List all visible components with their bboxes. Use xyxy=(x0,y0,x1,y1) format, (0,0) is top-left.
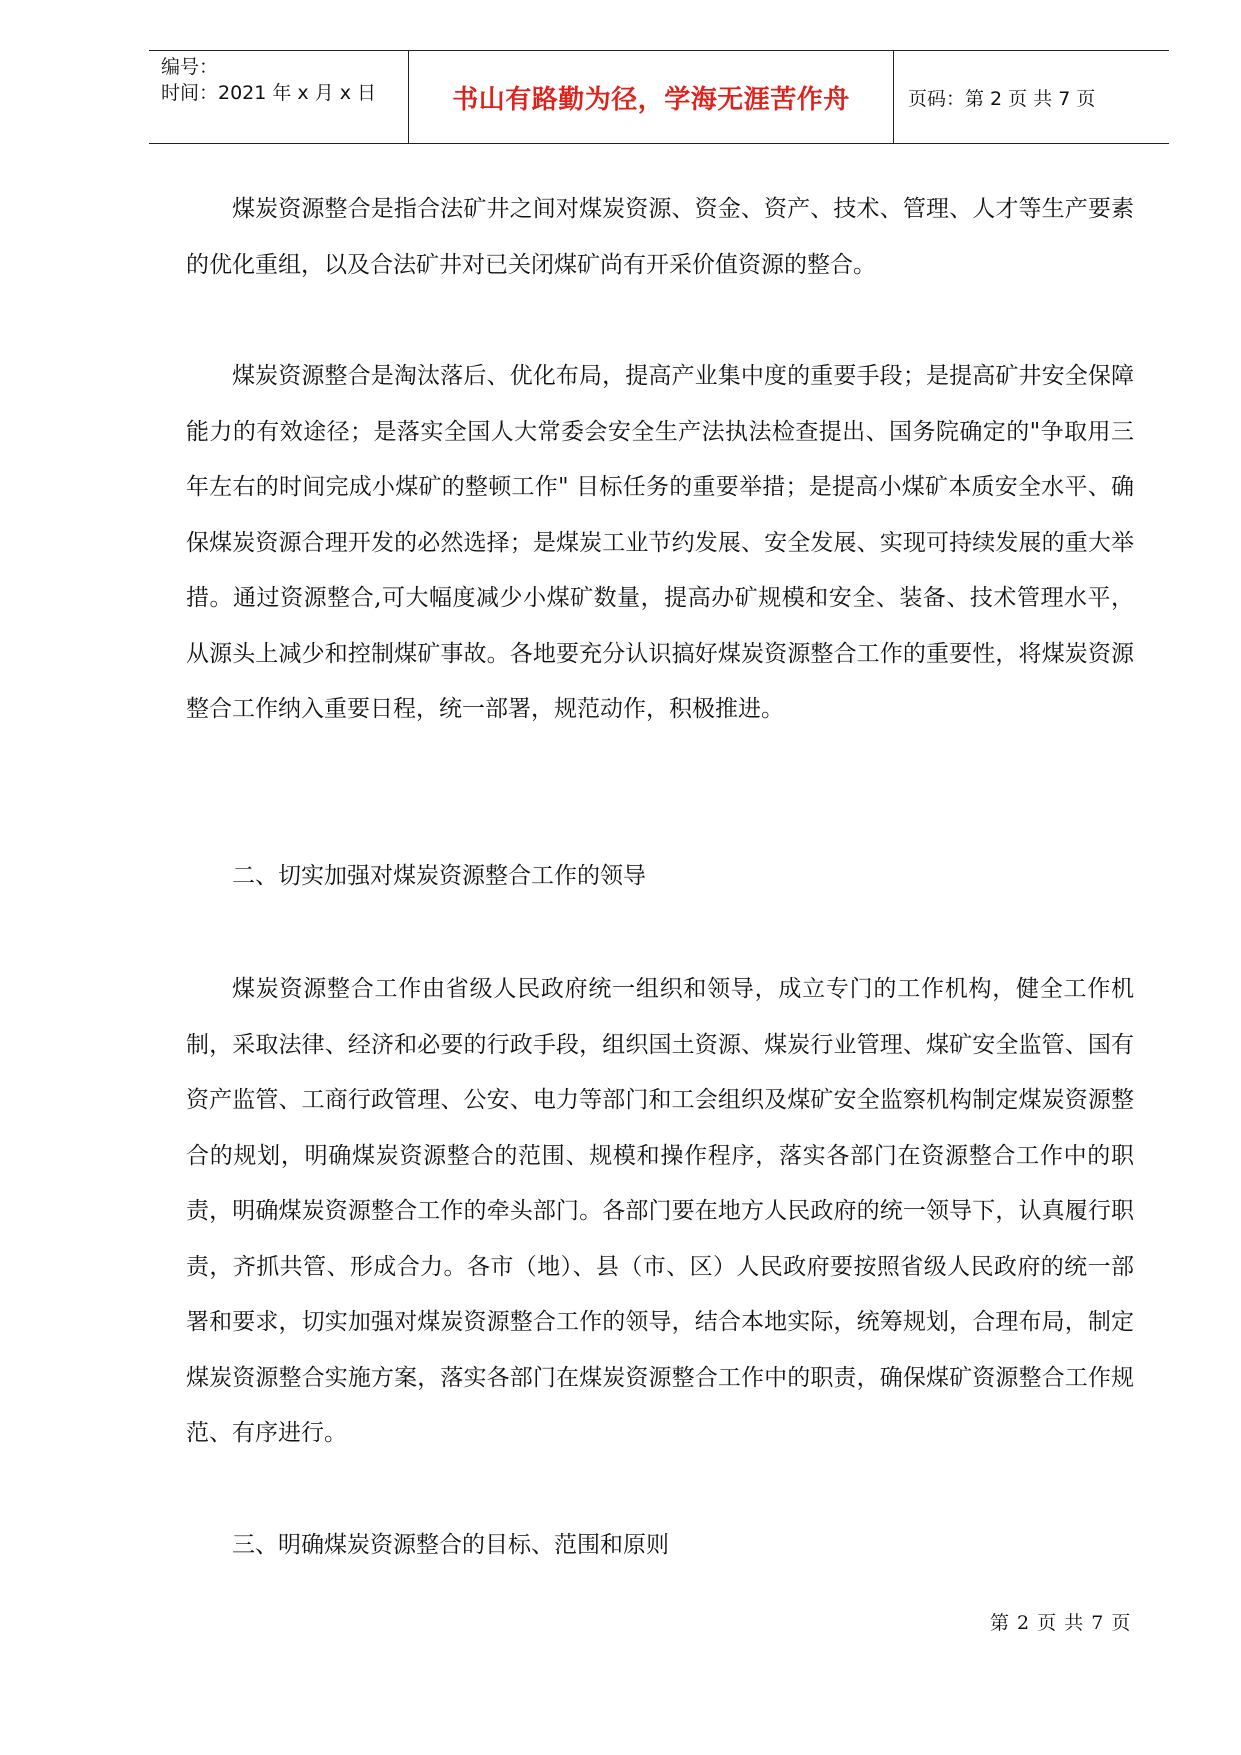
page-header xyxy=(149,50,1169,144)
header-page-info: 页码：第 2 页 共 7 页 xyxy=(908,87,1096,110)
body-paragraph: 煤炭资源整合工作由省级人民政府统一组织和领导，成立专门的工作机构，健全工作机制，采取法律、经济和必要的行政手段，组织国土资源、煤炭行业管理、煤矿安全监管、国有资产监管、工商行政管理、公安、电力等部门和工会组织及煤矿安全监察机构制定煤炭资源整合的规划，明确煤炭资源整合的范围、规模和操作程序，落实各部门在资源整合工作中的职责，明确煤炭资源整合工作的牵头部门。各部门要在地方人民政府的统一领导下，认真履行职责，齐抓共管、形成合力。各市（地）、县（市、区）人民政府要按照省级人民政府的统一部署和要求，切实加强对煤炭资源整合工作的领导，结合本地实际，统筹规划，合理布局，制定煤炭资源整合实施方案，落实各部门在煤炭资源整合工作中的职责，确保煤矿资源整合工作规范、有序进行。 xyxy=(186,976,1134,1446)
section-heading: 三、明确煤炭资源整合的目标、范围和原则 xyxy=(232,1532,669,1558)
document-time-label: 时间：2021 年 x 月 x 日 xyxy=(161,82,377,104)
header-motto: 书山有路勤为径，学海无涯苦作舟 xyxy=(409,51,894,143)
header-meta-cell xyxy=(149,51,409,143)
body-paragraph: 煤炭资源整合是指合法矿井之间对煤炭资源、资金、资产、技术、管理、人才等生产要素的优化重组，以及合法矿井对已关闭煤矿尚有开采价值资源的整合。 xyxy=(186,196,1134,278)
body-paragraph: 煤炭资源整合是淘汰落后、优化布局，提高产业集中度的重要手段；是提高矿井安全保障能力的有效途径；是落实全国人大常委会安全生产法执法检查提出、国务院确定的"争取用三年左右的时间完成小煤矿的整顿工作" 目标任务的重要举措；是提高小煤矿本质安全水平、确保煤炭资源合理开发的必然选择；是煤炭工业节约发展、安全发展、实现可持续发展的重大举措。通过资源整合,可大幅度减少小煤矿数量，提高办矿规模和安全、装备、技术管理水平，从源头上减少和控制煤矿事故。各地要充分认识搞好煤炭资源整合工作的重要性，将煤炭资源整合工作纳入重要日程，统一部署，规范动作，积极推进。 xyxy=(186,363,1134,722)
section-heading: 二、切实加强对煤炭资源整合工作的领导 xyxy=(232,863,646,889)
document-number-label: 编号： xyxy=(161,56,219,78)
page-footer: 第 2 页 共 7 页 xyxy=(990,1612,1132,1634)
